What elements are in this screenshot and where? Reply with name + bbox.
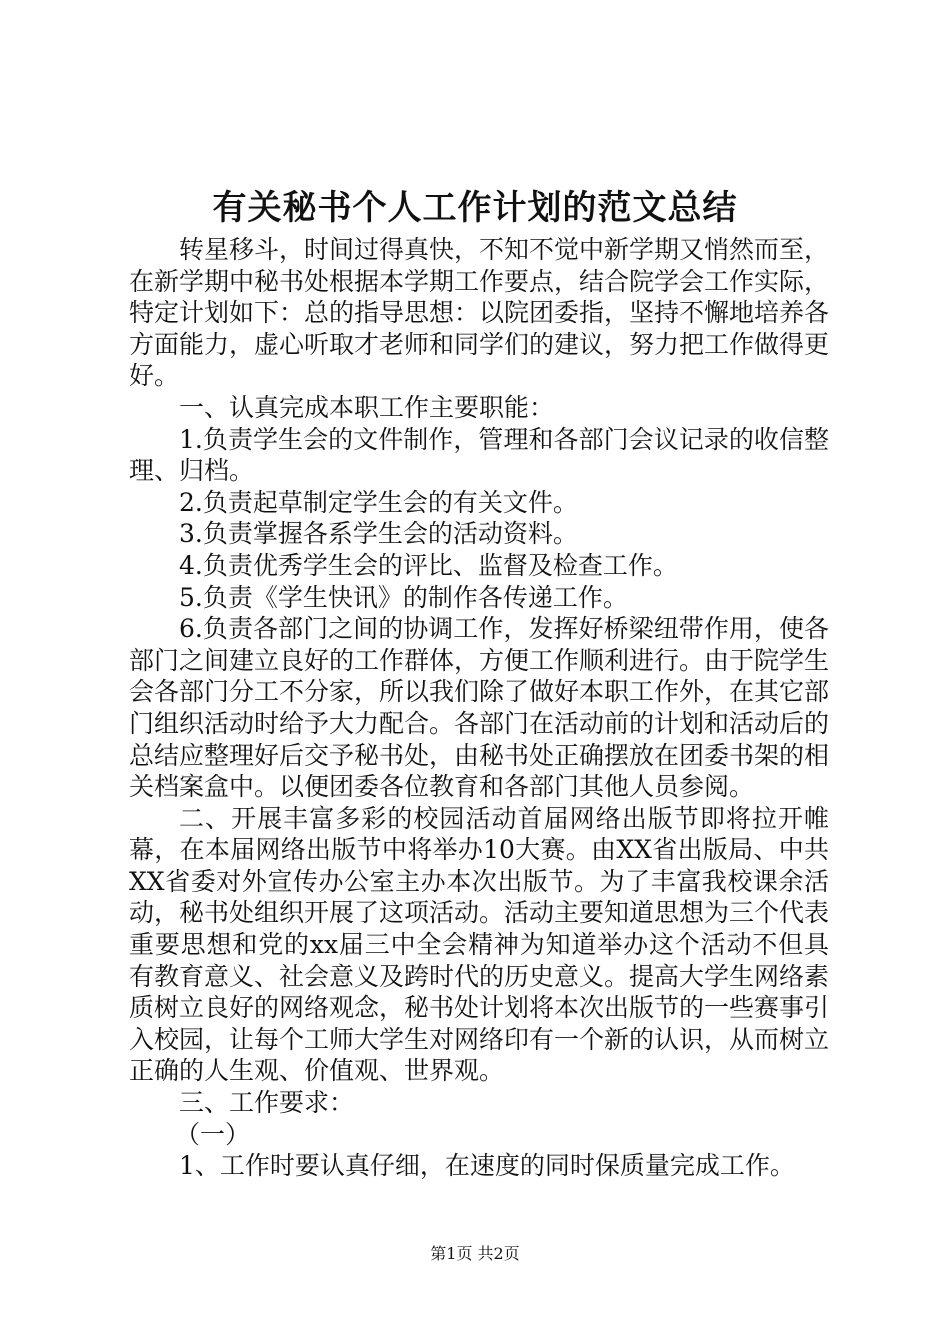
section-2-paragraph: 二、开展丰富多彩的校园活动首届网络出版节即将拉开帷幕，在本届网络出版节中将举办10大赛。由XX省出版局、中共XX省委对外宣传办公室主办本次出版节。为了丰富我校课余活动，秘书处组织开展了这项活动。活动主要知道思想为三个代表重要思想和党的xx届三中全会精神为知道举办这个活动不但具有教育意义、社会意义及跨时代的历史意义。提高大学生网络素质树立良好的网络观念，秘书处计划将本次出版节的一些赛事引入校园，让每个工师大学生对网络印有一个新的认识，从而树立正确的人生观、价值观、世界观。 — [129, 803, 830, 1086]
subsection-label: （一） — [175, 1119, 251, 1149]
intro-paragraph: 转星移斗，时间过得真快，不知不觉中新学期又悄然而至，在新学期中秘书处根据本学期工作要点，结合院学会工作实际，特定计划如下：总的指导思想：以院团委指，坚持不懈地培养各方面能力，虚心听取才老师和同学们的建议，努力把工作做得更好。 — [129, 235, 830, 391]
document-body — [129, 234, 829, 1182]
duty-item-5: 5.负责《学生快讯》的制作各传递工作。 — [179, 582, 628, 612]
duty-item-2: 2.负责起草制定学生会的有关文件。 — [179, 487, 578, 517]
section-heading-3: 三、工作要求： — [179, 1088, 355, 1118]
requirement-item-1: 1、工作时要认真仔细，在速度的同时保质量完成工作。 — [179, 1151, 795, 1181]
duty-item-6: 6.负责各部门之间的协调工作，发挥好桥梁纽带作用，使各部门之间建立良好的工作群体，方便工作顺利进行。由于院学生会各部门分工不分家，所以我们除了做好本职工作外，在其它部门组织活动时给予大力配合。各部门在活动前的计划和活动后的总结应整理好后交予秘书处，由秘书处正确摆放在团委书架的相关档案盒中。以便团委各位教育和各部门其他人员参阅。 — [129, 614, 830, 802]
duty-item-1: 1.负责学生会的文件制作，管理和各部门会议记录的收信整理、归档。 — [129, 424, 829, 486]
section-heading-1: 一、认真完成本职工作主要职能： — [179, 392, 555, 422]
duty-item-3: 3.负责掌握各系学生会的活动资料。 — [179, 519, 578, 549]
document-title: 有关秘书个人工作计划的范文总结 — [212, 188, 738, 228]
duty-item-4: 4.负责优秀学生会的评比、监督及检查工作。 — [179, 550, 678, 580]
page-number-footer: 第1页 共2页 — [430, 1244, 520, 1263]
